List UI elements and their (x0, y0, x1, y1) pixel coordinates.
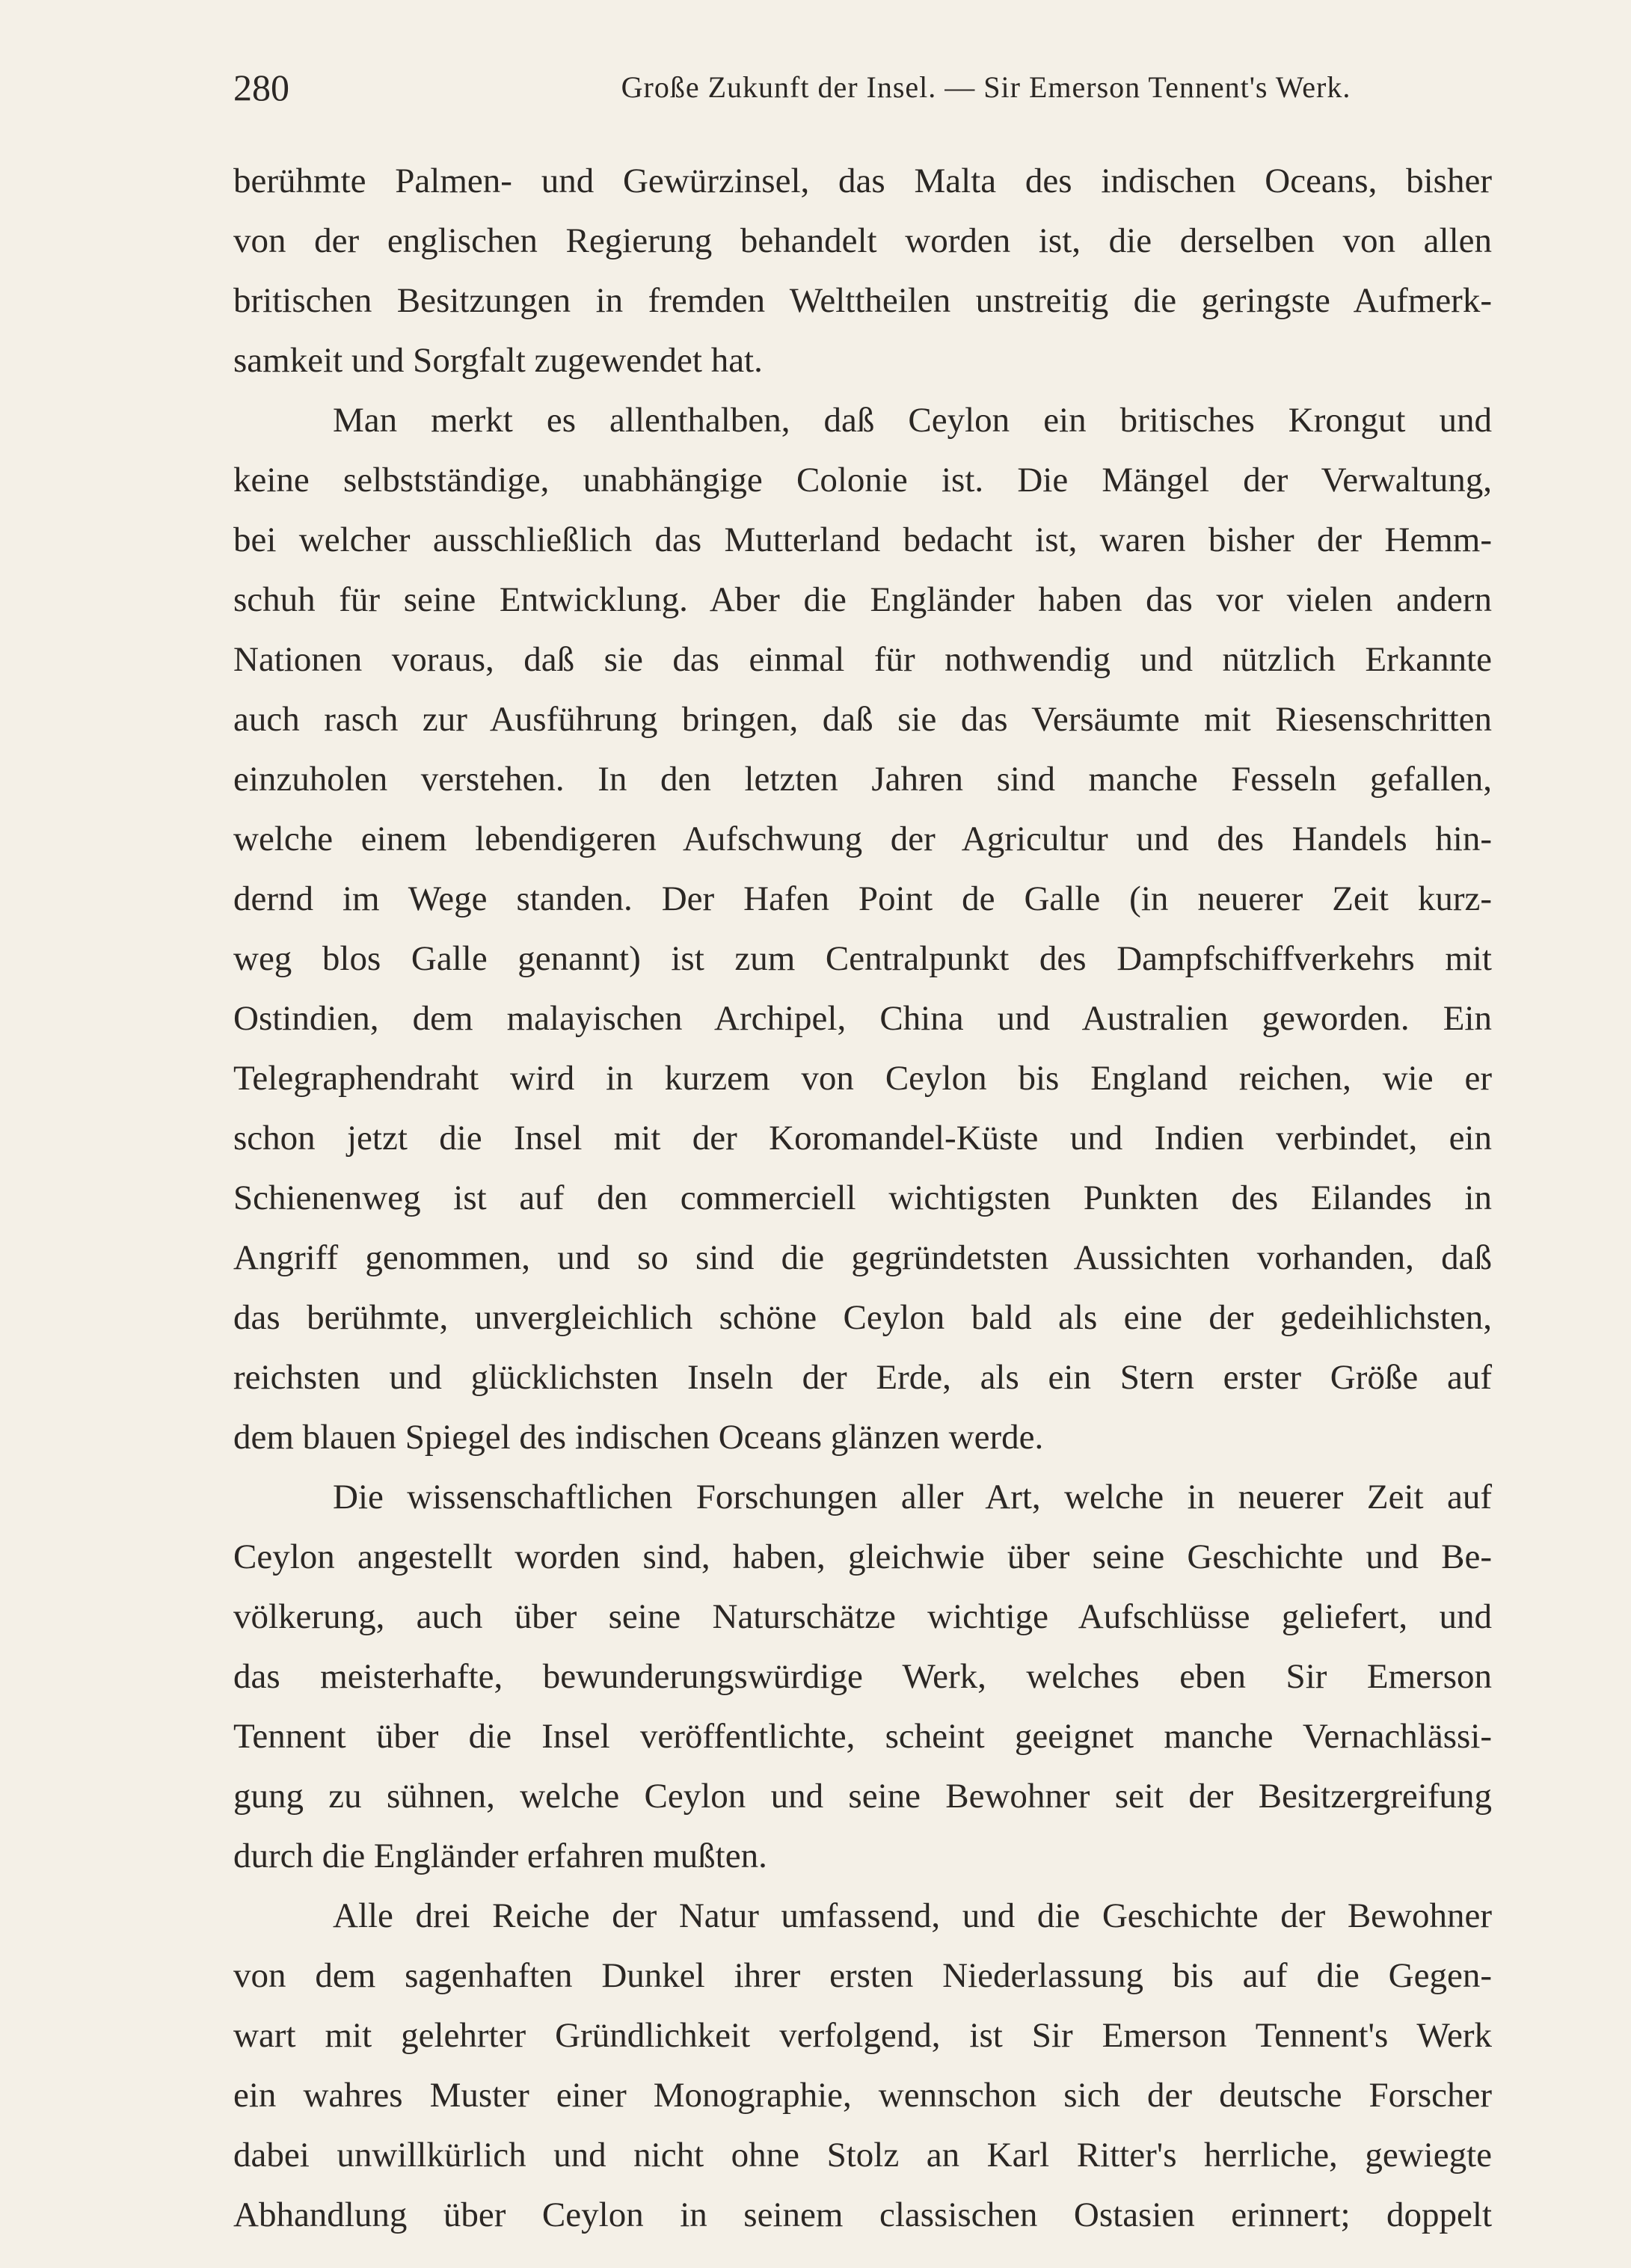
text-line: einzuholen verstehen. In den letzten Jahren sind manche Fesseln gefallen, (233, 760, 1492, 799)
text-line: berühmte Palmen- und Gewürzinsel, das Malta des indischen Oceans, bisher (233, 162, 1492, 200)
text-line: britischen Besitzungen in fremden Welttheilen unstreitig die geringste Aufmerk- (233, 281, 1492, 320)
text-line: Die wissenschaftlichen Forschungen aller Art, welche in neuerer Zeit auf (333, 1478, 1492, 1516)
text-line: Tennent über die Insel veröffentlichte, scheint geeignet manche Vernachlässi- (233, 1717, 1492, 1756)
paragraph (233, 390, 1492, 1467)
text-line: von dem sagenhaften Dunkel ihrer ersten Niederlassung bis auf die Gegen- (233, 1956, 1492, 1995)
text-line: völkerung, auch über seine Naturschätze wichtige Aufschlüsse geliefert, und (233, 1597, 1492, 1636)
text-line: Alle drei Reiche der Natur umfassend, und die Geschichte der Bewohner (333, 1896, 1492, 1935)
text-line: auch rasch zur Ausführung bringen, daß sie das Versäumte mit Riesenschritten (233, 700, 1492, 739)
running-title: Große Zukunft der Insel. — Sir Emerson Tennent's Werk. (621, 70, 1351, 104)
text-line: Schienenweg ist auf den commerciell wichtigsten Punkten des Eilandes in (233, 1178, 1492, 1217)
text-line: welche einem lebendigeren Aufschwung der Agricultur und des Handels hin- (233, 820, 1492, 858)
text-line: Ceylon angestellt worden sind, haben, gleichwie über seine Geschichte und Be- (233, 1537, 1492, 1576)
text-line: schon jetzt die Insel mit der Koromandel-Küste und Indien verbindet, ein (233, 1119, 1492, 1158)
text-line: dem blauen Spiegel des indischen Oceans glänzen werde. (233, 1418, 1044, 1457)
paragraph (233, 151, 1492, 390)
text-line: dabei unwillkürlich und nicht ohne Stolz an Karl Ritter's herrliche, gewiegte (233, 2136, 1492, 2175)
text-line: Angriff genommen, und so sind die gegründetsten Aussichten vorhanden, daß (233, 1238, 1492, 1277)
text-line: Nationen voraus, daß sie das einmal für nothwendig und nützlich Erkannte (233, 640, 1492, 679)
paragraph (233, 1886, 1492, 2245)
text-line: Abhandlung über Ceylon in seinem classischen Ostasien erinnert; doppelt (233, 2195, 1492, 2234)
page-number: 280 (233, 67, 289, 108)
paragraph (233, 1467, 1492, 1886)
body-text (233, 151, 1492, 2245)
text-line: Man merkt es allenthalben, daß Ceylon ein britisches Krongut und (333, 401, 1492, 440)
text-line: samkeit und Sorgfalt zugewendet hat. (233, 341, 763, 380)
text-line: das berühmte, unvergleichlich schöne Ceylon bald als eine der gedeihlichsten, (233, 1298, 1492, 1337)
text-line: das meisterhafte, bewunderungswürdige Werk, welches eben Sir Emerson (233, 1657, 1492, 1696)
text-line: keine selbstständige, unabhängige Colonie ist. Die Mängel der Verwaltung, (233, 461, 1492, 500)
text-line: schuh für seine Entwicklung. Aber die Engländer haben das vor vielen andern (233, 580, 1492, 619)
text-line: wart mit gelehrter Gründlichkeit verfolgend, ist Sir Emerson Tennent's Werk (233, 2016, 1492, 2055)
text-line: Ostindien, dem malayischen Archipel, China und Australien geworden. Ein (233, 999, 1492, 1038)
text-line: von der englischen Regierung behandelt worden ist, die derselben von allen (233, 221, 1492, 260)
text-line: gung zu sühnen, welche Ceylon und seine Bewohner seit der Besitzergreifung (233, 1777, 1492, 1816)
text-line: durch die Engländer erfahren mußten. (233, 1837, 767, 1875)
text-line: reichsten und glücklichsten Inseln der Erde, als ein Stern erster Größe auf (233, 1358, 1492, 1397)
text-line: bei welcher ausschließlich das Mutterland bedacht ist, waren bisher der Hemm- (233, 520, 1492, 559)
text-line: dernd im Wege standen. Der Hafen Point de Galle (in neuerer Zeit kurz- (233, 879, 1492, 918)
text-line: ein wahres Muster einer Monographie, wennschon sich der deutsche Forscher (233, 2076, 1492, 2115)
running-header (233, 61, 1492, 114)
text-line: weg blos Galle genannt) ist zum Centralpunkt des Dampfschiffverkehrs mit (233, 939, 1492, 978)
text-line: Telegraphendraht wird in kurzem von Ceylon bis England reichen, wie er (233, 1059, 1492, 1098)
